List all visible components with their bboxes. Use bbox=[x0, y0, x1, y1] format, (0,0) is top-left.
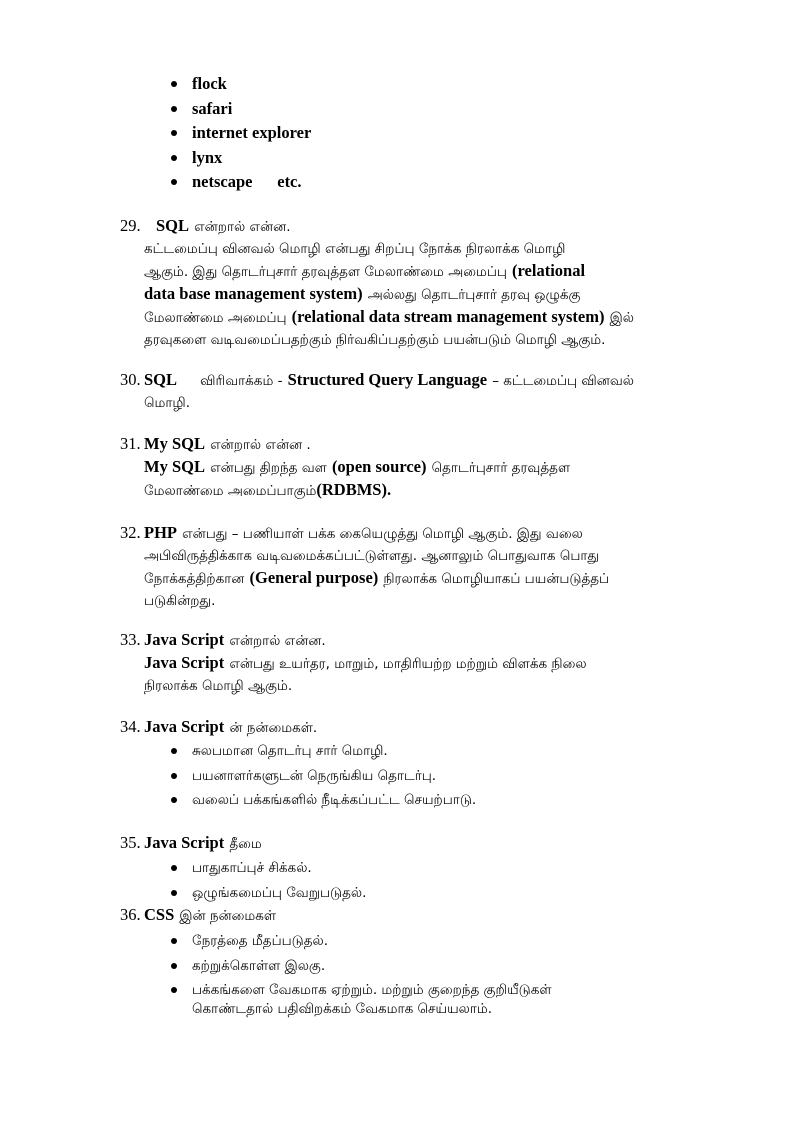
paragraph-text: – கட்டமைப்பு வினவல் bbox=[492, 373, 634, 389]
list-item: flock bbox=[168, 72, 311, 97]
question-34 bbox=[120, 716, 730, 739]
paragraph-term: data base management system) bbox=[144, 284, 363, 303]
question-title: PHP bbox=[144, 523, 177, 542]
paragraph-term: (open source) bbox=[331, 457, 427, 476]
list-item: lynx bbox=[168, 146, 311, 171]
disadvantages-list bbox=[168, 856, 366, 905]
list-item: internet explorer bbox=[168, 121, 311, 146]
question-title-ta: என்றால் என்ன . bbox=[210, 437, 311, 453]
question-number: 29. bbox=[120, 216, 141, 235]
question-number: 36. bbox=[120, 905, 141, 924]
question-number: 35. bbox=[120, 833, 141, 852]
paragraph-line: நிரலாக்க மொழி ஆகும். bbox=[144, 678, 293, 694]
paragraph-term: (relational data stream management system) bbox=[291, 307, 605, 326]
list-item: பக்கங்களை வேகமாக ஏற்றும். மற்றும் குறைந்த குறியீடுகள் bbox=[168, 978, 552, 1003]
paragraph-text: விரிவாக்கம் - bbox=[200, 373, 283, 389]
paragraph-line: மொழி. bbox=[144, 395, 191, 411]
question-title-ta: இன் நன்மைகள் bbox=[179, 908, 277, 924]
paragraph-term: Structured Query Language bbox=[287, 370, 488, 389]
question-title: CSS bbox=[144, 905, 175, 924]
paragraph-line: அபிவிருத்திக்காக வடிவமைக்கப்பட்டுள்ளது. ஆனாலும் பொதுவாக பொது bbox=[144, 548, 600, 564]
paragraph-text: அல்லது தொடர்புசார் தரவு ஒழுக்கு bbox=[367, 287, 581, 303]
list-item: வலைப் பக்கங்களில் நீடிக்கப்பட்ட செயற்பாடு. bbox=[168, 788, 476, 813]
question-title: SQL bbox=[156, 216, 190, 235]
paragraph-text: என்பது – பணியாள் பக்க கையெழுத்து மொழி ஆகும். இது வலை bbox=[182, 526, 583, 542]
paragraph-term: Java Script bbox=[144, 653, 225, 672]
question-title-ta: ன் நன்மைகள். bbox=[229, 720, 318, 736]
list-item: நேரத்தை மீதப்படுதல். bbox=[168, 929, 552, 954]
question-title: SQL bbox=[144, 370, 178, 389]
question-33 bbox=[120, 629, 730, 697]
paragraph-text: மேலாண்மை அமைப்பாகும் bbox=[144, 483, 317, 499]
paragraph-text: நோக்கத்திற்கான bbox=[144, 571, 245, 587]
paragraph-term: My SQL bbox=[144, 457, 205, 476]
list-item: safari bbox=[168, 97, 311, 122]
question-title: Java Script bbox=[144, 717, 225, 736]
question-title-ta: என்றால் என்ன. bbox=[229, 633, 326, 649]
question-title-ta: என்றால் என்ன. bbox=[194, 219, 291, 235]
list-item: கற்றுக்கொள்ள இலகு. bbox=[168, 954, 552, 979]
question-title: Java Script bbox=[144, 630, 225, 649]
paragraph-term: (General purpose) bbox=[249, 568, 379, 587]
list-item: பயனாளர்களுடன் நெருங்கிய தொடர்பு. bbox=[168, 764, 476, 789]
paragraph-line: படுகின்றது. bbox=[144, 593, 216, 609]
paragraph-text: என்பது உயர்தர, மாறும், மாதிரியற்ற மற்றும் விளக்க நிலை bbox=[229, 656, 587, 672]
question-number: 33. bbox=[120, 630, 141, 649]
advantages-list bbox=[168, 739, 476, 813]
paragraph-text: இல் bbox=[609, 310, 634, 326]
list-item: சுலபமான தொடர்பு சார் மொழி. bbox=[168, 739, 476, 764]
question-number: 30. bbox=[120, 370, 141, 389]
paragraph-text: மேலாண்மை அமைப்பு bbox=[144, 310, 287, 326]
question-32 bbox=[120, 522, 730, 612]
question-title: Java Script bbox=[144, 833, 225, 852]
question-number: 34. bbox=[120, 717, 141, 736]
list-item-continuation: கொண்டதால் பதிவிறக்கம் வேகமாக செய்யலாம். bbox=[192, 1001, 493, 1017]
paragraph-text: நிரலாக்க மொழியாகப் பயன்படுத்தப் bbox=[383, 571, 610, 587]
question-number: 32. bbox=[120, 523, 141, 542]
question-36 bbox=[120, 904, 730, 927]
paragraph-term: (RDBMS). bbox=[316, 480, 392, 499]
css-advantages-list bbox=[168, 929, 552, 1003]
list-item: பாதுகாப்புச் சிக்கல். bbox=[168, 856, 366, 881]
question-30 bbox=[120, 369, 730, 414]
question-35 bbox=[120, 832, 730, 855]
paragraph-term: (relational bbox=[512, 261, 586, 280]
question-number: 31. bbox=[120, 434, 141, 453]
paragraph-text: ஆகும். இது தொடர்புசார் தரவுத்தள மேலாண்மை அமைப்பு bbox=[144, 264, 507, 280]
paragraph-line: கட்டமைப்பு வினவல் மொழி என்பது சிறப்பு நோக்க நிரலாக்க மொழி bbox=[144, 241, 566, 257]
list-item: ஒழுங்கமைப்பு வேறுபடுதல். bbox=[168, 881, 366, 906]
question-title-ta: தீமை bbox=[229, 836, 262, 852]
list-item: netscape etc. bbox=[168, 170, 311, 195]
question-29 bbox=[120, 215, 730, 351]
paragraph-text: தொடர்புசார் தரவுத்தள bbox=[431, 460, 571, 476]
browser-list bbox=[168, 72, 311, 195]
question-title: My SQL bbox=[144, 434, 205, 453]
paragraph-line: தரவுகளை வடிவமைப்பதற்கும் நிர்வகிப்பதற்கும் பயன்படும் மொழி ஆகும். bbox=[144, 332, 606, 348]
paragraph-text: என்பது திறந்த வள bbox=[210, 460, 327, 476]
question-31 bbox=[120, 433, 730, 502]
